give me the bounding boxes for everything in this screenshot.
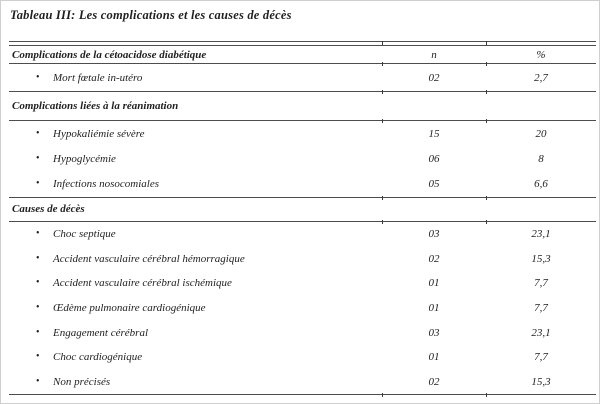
row-percent-value: 7,7 <box>534 277 548 290</box>
table-row <box>9 247 596 272</box>
row-label: Hypokaliémie sévère <box>53 127 145 140</box>
section-divider <box>9 91 596 92</box>
row-label: Œdème pulmonaire cardiogénique <box>53 301 206 314</box>
row-label: Accident vasculaire cérébral ischémique <box>53 277 232 290</box>
row-percent-value: 23,1 <box>531 326 551 339</box>
row-percent-value: 7,7 <box>534 301 548 314</box>
row-percent-value: 2,7 <box>534 71 548 84</box>
table-row <box>9 121 596 146</box>
section-header-row <box>9 92 596 120</box>
column-header-complications: Complications de la cétoacidose diabétique <box>12 48 207 61</box>
table-row <box>9 64 596 91</box>
bullet-icon: • <box>36 301 40 313</box>
table-bottom-border <box>9 394 596 395</box>
table-top-border <box>9 41 596 46</box>
row-percent-value: 8 <box>538 152 544 165</box>
row-n-value: 02 <box>428 252 440 265</box>
row-divider <box>9 63 596 64</box>
bullet-icon: • <box>36 127 40 139</box>
section-divider <box>9 197 596 198</box>
bullet-icon: • <box>36 326 40 338</box>
section-title: Causes de décès <box>12 203 85 216</box>
row-n-value: 01 <box>428 351 440 364</box>
row-n-value: 02 <box>428 71 440 84</box>
table-row <box>9 271 596 296</box>
row-n-value: 15 <box>428 127 440 140</box>
row-n-value: 01 <box>428 301 440 314</box>
row-n-value: 02 <box>428 375 440 388</box>
table-row <box>9 345 596 370</box>
section-header-row <box>9 198 596 221</box>
row-label: Non précisés <box>53 375 111 388</box>
section-title: Complications liées à la réanimation <box>12 100 179 112</box>
row-label: Hypoglycémie <box>53 152 116 165</box>
row-percent-value: 15,3 <box>531 375 551 388</box>
row-percent-value: 15,3 <box>531 252 551 265</box>
row-label: Choc cardiogénique <box>53 351 143 364</box>
table-header-row <box>9 46 596 63</box>
column-header-percent: % <box>536 48 546 61</box>
row-n-value: 03 <box>428 228 440 241</box>
row-divider <box>9 120 596 121</box>
table-row <box>9 146 596 171</box>
row-n-value: 01 <box>428 277 440 290</box>
table-row <box>9 320 596 345</box>
row-label: Infections nosocomiales <box>53 178 160 191</box>
document-page <box>1 1 599 395</box>
row-label: Choc septique <box>53 228 116 241</box>
complications-table <box>9 41 596 395</box>
table-row <box>9 369 596 394</box>
table-caption: Tableau III: Les complications et les causes de décès <box>10 8 292 22</box>
bullet-icon: • <box>36 351 40 363</box>
row-n-value: 03 <box>428 326 440 339</box>
bullet-icon: • <box>36 228 40 240</box>
row-divider <box>9 221 596 222</box>
row-label: Mort fœtale in-utéro <box>53 71 143 84</box>
row-n-value: 05 <box>428 178 440 191</box>
row-percent-value: 20 <box>535 127 547 140</box>
row-percent-value: 7,7 <box>534 351 548 364</box>
row-percent-value: 23,1 <box>531 228 551 241</box>
row-label: Engagement cérébral <box>53 326 148 339</box>
bullet-icon: • <box>36 277 40 289</box>
bullet-icon: • <box>36 71 40 83</box>
bullet-icon: • <box>36 375 40 387</box>
table-row <box>9 222 596 247</box>
bullet-icon: • <box>36 152 40 164</box>
row-percent-value: 6,6 <box>534 178 548 191</box>
row-label: Accident vasculaire cérébral hémorragique <box>53 252 245 265</box>
row-n-value: 06 <box>428 152 440 165</box>
column-header-n: n <box>431 48 437 61</box>
bullet-icon: • <box>36 178 40 190</box>
bullet-icon: • <box>36 252 40 264</box>
table-row <box>9 172 596 197</box>
table-row <box>9 296 596 321</box>
